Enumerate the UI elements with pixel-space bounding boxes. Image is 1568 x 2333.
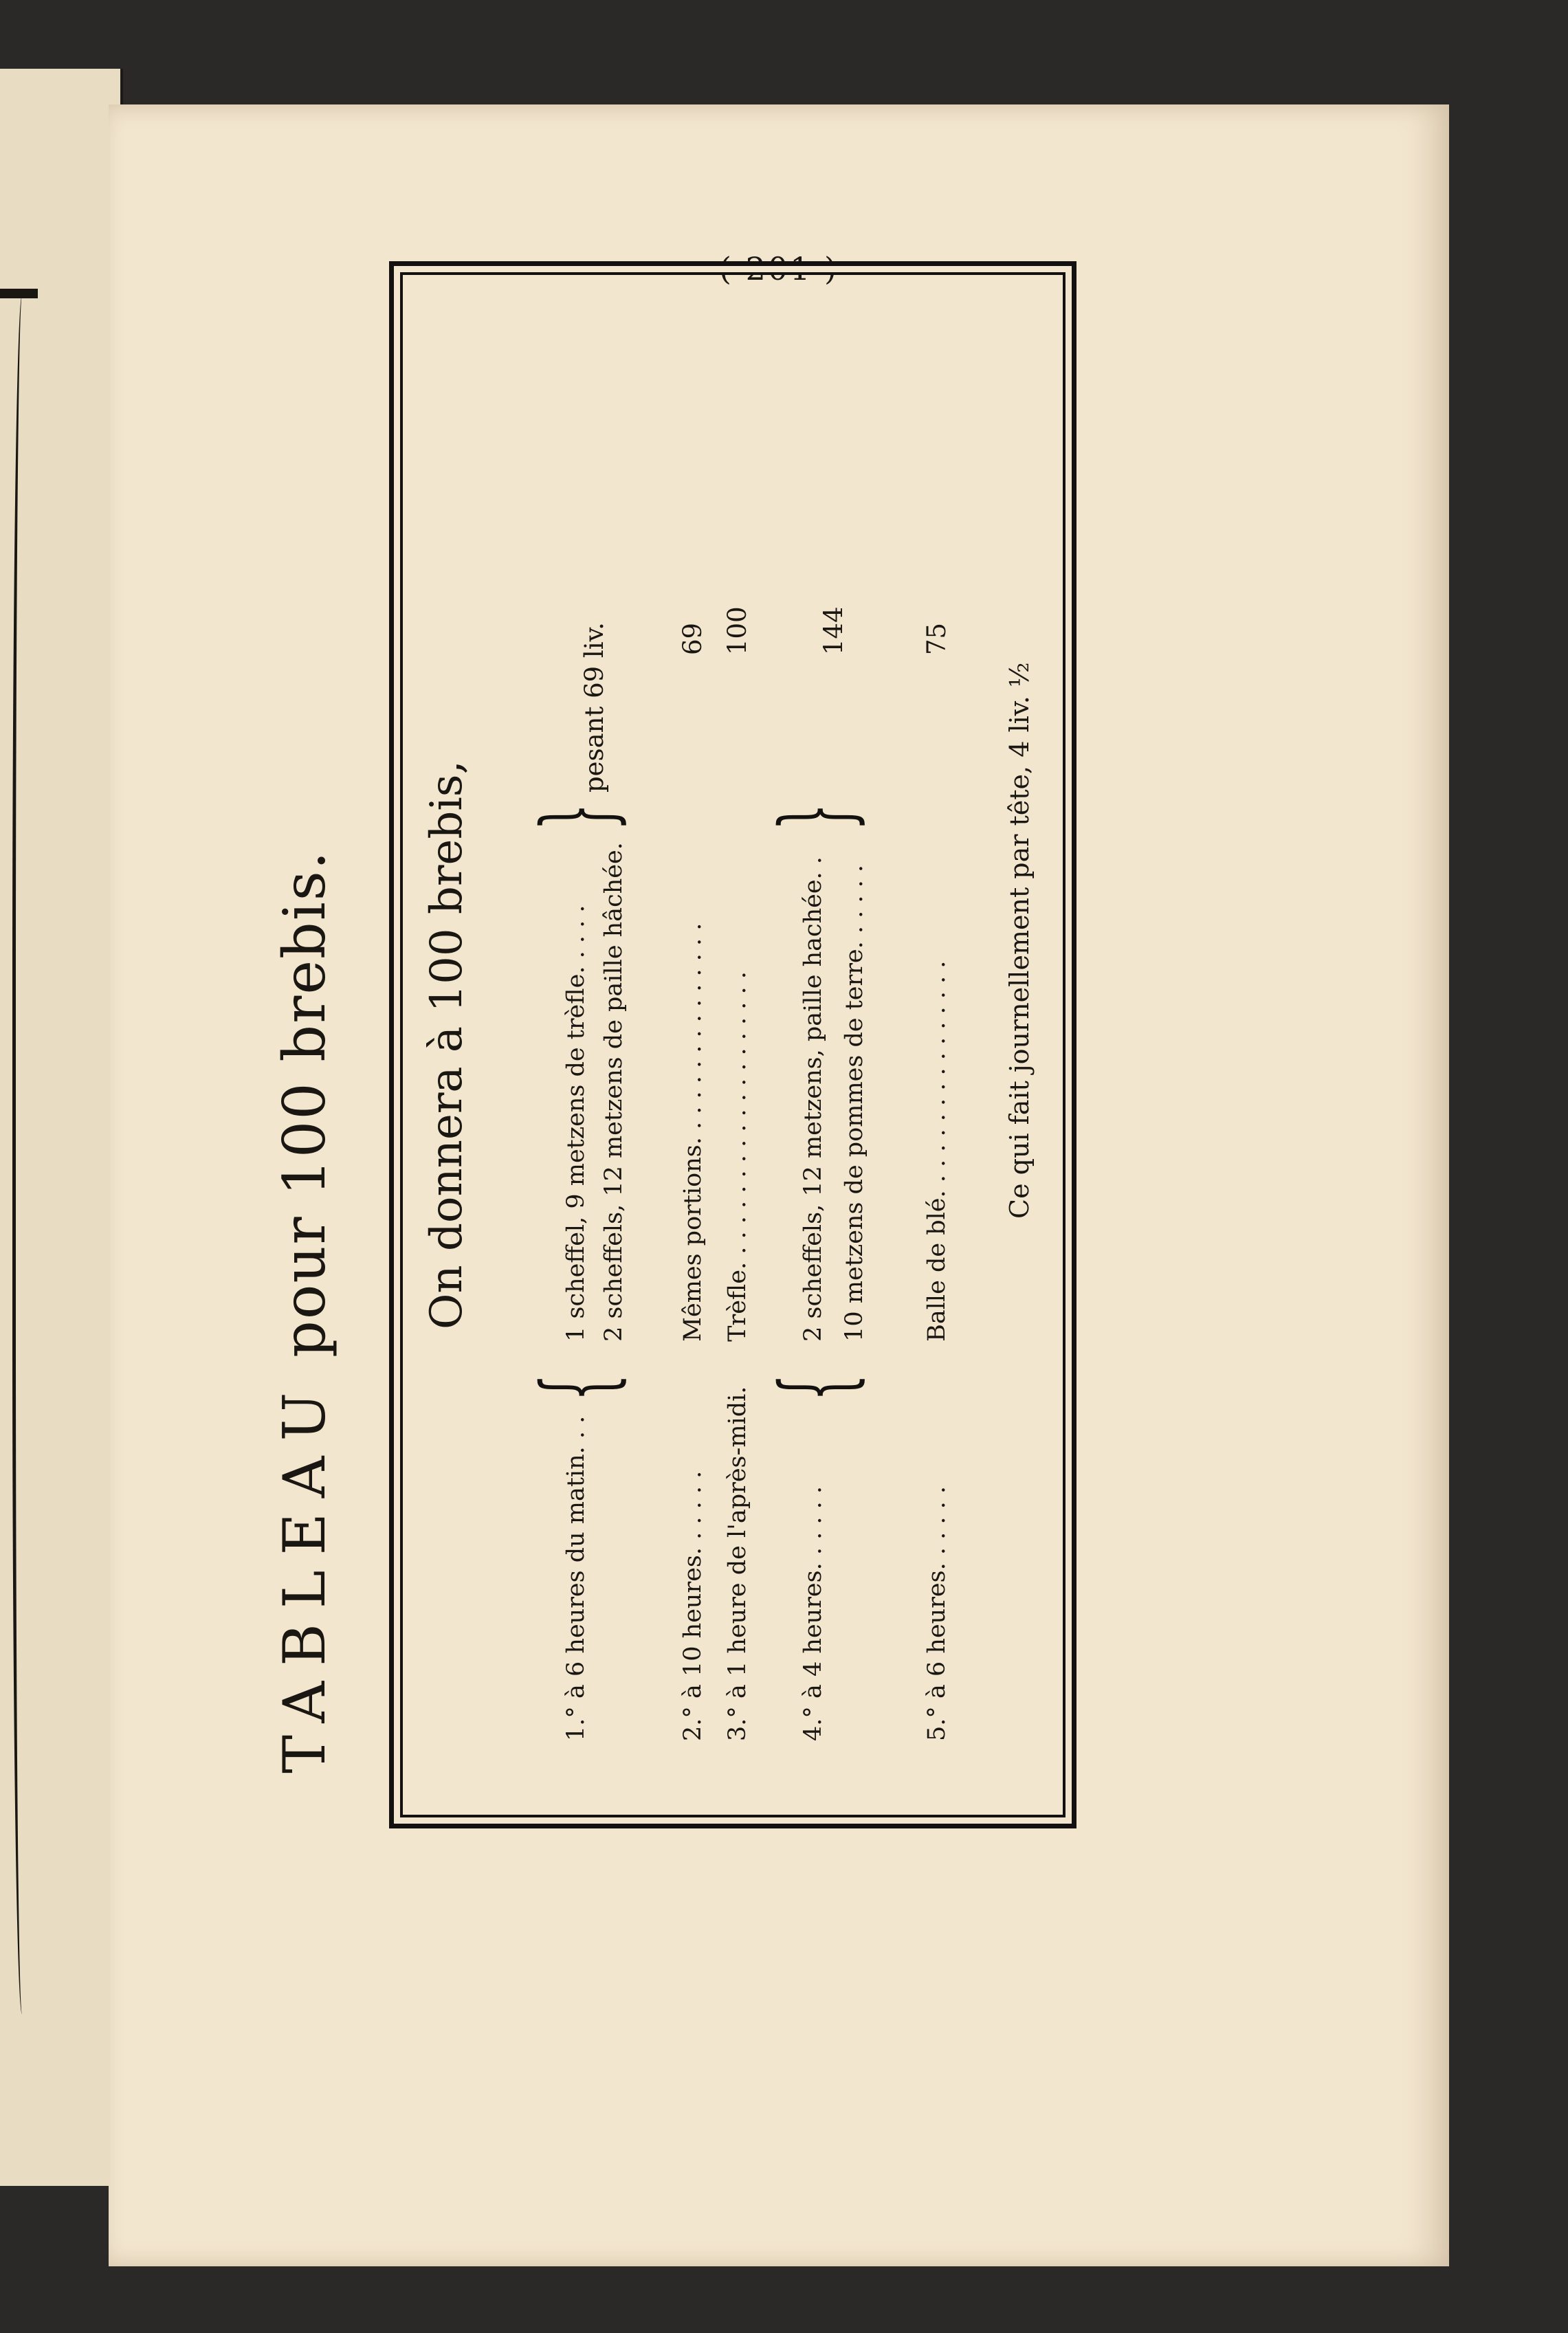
- time-label: 3.° à 1 heure de l'après-midi.: [724, 1386, 751, 1741]
- table-subtitle: On donnera à 100 brebis,: [421, 760, 472, 1329]
- brace-left-1: {: [522, 1373, 634, 1402]
- time-label: 1.° à 6 heures du matin. . .: [562, 1415, 590, 1741]
- time-label: 4.° à 4 heures. . . . . .: [799, 1486, 827, 1741]
- facing-page-edge: [0, 69, 123, 2186]
- time-label: 5.° à 6 heures. . . . . .: [923, 1486, 951, 1741]
- quantity: pesant 69 liv.: [579, 622, 609, 793]
- rotated-table: [267, 261, 1092, 1828]
- list-item: [555, 905, 597, 1741]
- table-title: [267, 261, 342, 1828]
- facing-page-curve: [12, 296, 36, 2014]
- list-item: [916, 961, 958, 1741]
- food-label: 2 scheffels, 12 metzens de paille hâchée.: [600, 842, 628, 1342]
- brace-left-2: {: [760, 1373, 872, 1402]
- food-label: 2 scheffels, 12 metzens, paille hachée. .: [799, 856, 827, 1342]
- list-item: [834, 865, 875, 1741]
- quantity: 100: [722, 606, 752, 655]
- title-rest: pour 100 brebis.: [271, 850, 338, 1358]
- daily-total: Ce qui fait journellement par tête, 4 liv. ½: [1004, 662, 1035, 1219]
- list-item: [672, 923, 714, 1741]
- quantity: 69: [678, 622, 707, 655]
- quantity: 75: [922, 622, 951, 655]
- food-label: 1 scheffel, 9 metzens de trèfle. . . . .: [562, 905, 590, 1342]
- title-caps: TABLEAU: [271, 1377, 338, 1773]
- page-number: ( 201 ): [719, 250, 839, 287]
- list-item: [593, 842, 634, 1741]
- brace-right-1: }: [522, 803, 634, 831]
- food-label: Mêmes portions. . . . . . . . . . . . . . .: [679, 922, 707, 1342]
- quantity: 144: [819, 606, 848, 655]
- time-label: 2.° à 10 heures. . . . . .: [679, 1470, 707, 1741]
- food-label: 10 metzens de pommes de terre. . . . . .: [841, 864, 868, 1342]
- table-frame: [389, 261, 1076, 1828]
- food-label: Balle de blé. . . . . . . . . . . . . . . .: [923, 960, 951, 1342]
- food-label: Trèfle. . . . . . . . . . . . . . . . . . . .: [724, 971, 751, 1342]
- brace-right-2: }: [760, 803, 872, 831]
- list-item: [717, 971, 758, 1741]
- list-item: [793, 856, 834, 1741]
